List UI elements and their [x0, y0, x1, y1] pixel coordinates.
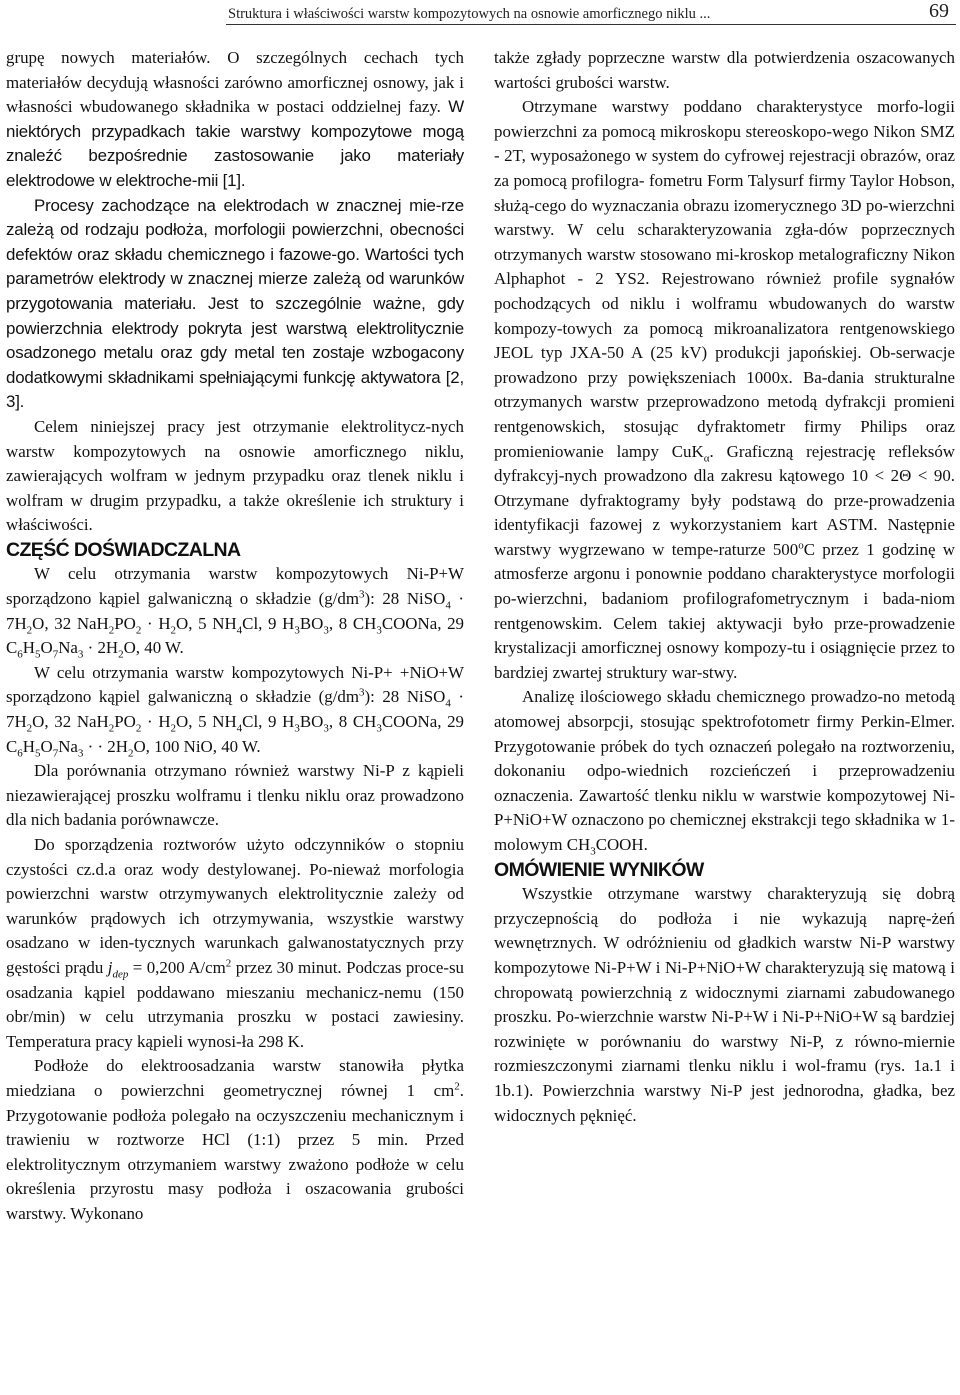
text-fragment: COOH.	[595, 835, 648, 854]
running-title: Struktura i właściwości warstw kompozytowych na osnowie amorficznego niklu ...	[228, 6, 711, 22]
running-header	[0, 0, 960, 30]
text-fragment: Wartości tych parametrów elektrody w znacznej mierze zależą od warunków przygotowania materiału.	[6, 244, 464, 313]
paragraph-cross-sections: także zgłady poprzeczne warstw dla potwierdzenia oszacowanych wartości grubości warstw.	[494, 48, 955, 92]
text-fragment: = 0,200 A/cm	[128, 957, 226, 977]
paragraph-processes	[6, 194, 464, 415]
text-fragment: o	[798, 539, 804, 552]
text-fragment: W celu otrzymania warstw kompozytowych Ni-P+ +NiO+W sporządzono kąpiel galwaniczną o składzie (g/dm	[6, 662, 464, 707]
left-column	[6, 46, 464, 1227]
paragraph-chemical-analysis: Analizę ilościowego składu chemicznego prowadzo-no metodą atomowej absorpcji, stosując spektrofotometr firmy Perkin-Elmer. Przygotowanie próbek do tych oznaczeń polegało na roztworzeniu, dokonaniu odpo-wiednich rozcieńczeń i przeprowadzeniu oznaczenia. Zawartość tlenku niklu w warstwie kompozytowej Ni-P+NiO+W oznaczono po chemicznej ekstrakcji tego składnika w 1-molowym $CH_3COOH$.	[494, 687, 955, 858]
text-fragment: Podłoże do elektroosadzania warstw stanowiła płytka miedziana o powierzchni geometrycznej równej 1 cm	[6, 1056, 464, 1100]
text-fragment: Jest to szczególnie ważne, gdy powierzchnia elektrody pokryta jest warstwą elektrolitycznie osadzonego metalu oraz gdy metal ten zostaje wzbogacony dodatkowymi składnikami spełniającymi funkcję aktywatora [2, 3].	[6, 293, 464, 412]
paragraph-comparison: Dla porównania otrzymano również warstwy Ni-P z kąpieli niezawierającej proszku wolframu i tlenku niklu oraz prowadzono dla nich badania porównawcze.	[6, 761, 464, 830]
paragraph-aim: Celem niniejszej pracy jest otrzymanie elektrolitycz-nych warstw kompozytowych na osnowie amorficznego niklu, zawierających wolfram w jednym przypadku oraz tlenek niklu i wolfram w drugim przypadku, a także określenie ich struktury i właściwości.	[6, 416, 464, 535]
page-number: 69	[929, 0, 949, 22]
text-fragment: Analizę ilościowego składu chemicznego prowadzo-no metodą atomowej absorpcji, stosując spektrofotometr firmy Perkin-Elmer. Przygotowanie próbek do tych oznaczeń polegało na roztworzeniu, dokonaniu odpo-wiednich rozcieńczeń i przeprowadzeniu oznaczenia. Zawartość tlenku niklu w warstwie kompozytowej Ni-P+NiO+W oznaczono po chemicznej ekstrakcji tego składnika w 1-molowym CH	[494, 687, 955, 854]
right-column	[494, 46, 955, 1128]
paragraph-intro	[6, 46, 464, 194]
text-fragment: W celu otrzymania warstw kompozytowych Ni-P+W sporządzono kąpiel galwaniczną o składzie (g/dm	[6, 564, 464, 609]
text-fragment: grupę nowych materiałów. O szczególnych cechach tych materiałów decydują własności zarówno amorficznej osnowy, jak i własności wbudowanego składnika w postaci oddzielnej fazy.	[6, 48, 464, 117]
text-fragment: Do sporządzenia roztworów użyto odczynników o stopniu czystości cz.d.a oraz wody destylowanej.	[6, 835, 464, 879]
text-fragment: . Graficzną rejestrację refleksów dyfrakcyj-nych prowadzono dla zakresu kątowego 10 < 2Θ < 90. Otrzymane dyfraktogramy były podstawą do prze-prowadzenia identyfikacji fazowej z wykorzystaniem kart ASTM. Następnie warstwy wygrzewano w tempe-raturze 500	[494, 441, 955, 559]
text-fragment: . Przygotowanie podłoża polegało na oczyszczeniu mechanicznym i trawieniu w roztworze HCl (1:1) przez 5 min. Przed elektrolitycznym otrzymaniem warstwy zważono podłoże w celu określenia przyrostu masy podłoża i oszacowania grubości warstwy. Wykonano	[6, 1080, 464, 1223]
text-fragment: α	[703, 451, 710, 464]
paragraph-results: Wszystkie otrzymane warstwy charakteryzują się dobrą przyczepnością do podłoża i nie wykazują naprę-żeń wewnętrznych. W odróżnieniu od gładkich warstw Ni-P warstwy kompozytowe Ni-P+W i Ni-P+NiO+W charakteryzują się matową i chropowatą powierzchnią z widocznymi ziarnami zabudowanego proszku. Po-wierzchnie warstw Ni-P+W i Ni-P+NiO+W są bardziej rozwinięte w porównaniu do warstwy Ni-P, z równo-miernie rozmieszczonymi ziarnami tlenku niklu i wol-framu (rys. 1a.1 i 1b.1). Powierzchnia warstwy Ni-P jest jednorodna, gładka, bez widocznych pęknięć.	[494, 884, 955, 1125]
text-fragment: C przez 1 godzinę w atmosferze argonu i ponownie poddano charakterystyce morfologii po-wierzchni, badaniom profilografometrycznym i bada-niom rentgenowskim. Celem takiej aktywacji było prze-prowadzenie krystalizacji amorficznej osnowy kompozy-tu i osiągnięcie przez to bardziej zwartej struktury war-stwy.	[494, 539, 956, 682]
text-fragment: W niektórych przypadkach takie warstwy kompozytowe mogą znaleźć bezpośrednie zastosowanie jako materiały elektrodowe w elektroche-mii [1].	[6, 97, 464, 190]
header-rule	[226, 24, 956, 25]
section-heading-results: OMÓWIENIE WYNIKÓW	[494, 858, 704, 881]
section-heading-experimental: CZĘŚĆ DOŚWIADCZALNA	[6, 538, 241, 561]
paragraph-bath-1: W celu otrzymania warstw kompozytowych Ni-P+W sporządzono kąpiel galwaniczną o składzie $(g/dm^3)$: 28 NiSO$_4$ · $7H_2O$, 32 $NaH_2PO_2 \cdot H_2O$, 5 $NH_4Cl$, 9 $H_3BO_3$, 8 $CH_3COONa$, 29 $C_6H_5O_7Na_3 \cdot 2H_2O$, 40 W.	[6, 564, 464, 661]
paragraph-morphology	[494, 95, 955, 685]
text-fragment: Po-nieważ morfologia powierzchni warstw otrzymywanych elektrolitycznie zależy od warunków prądowych ich otrzymywania, wszystkie warstwy osadzano w iden-tycznych warunkach galwanostatycznych przy gęstości prądu	[6, 859, 464, 977]
text-fragment: przez 30 minut. Podczas proce-su osadzania kąpiel poddawano mieszaniu mechanicz-nemu (150 obr/min) w celu utrzymania proszku w postaci zawiesiny. Temperatura pracy kąpieli wynosi-ła 298 K.	[6, 957, 465, 1051]
paragraph-reagents: Do sporządzenia roztworów użyto odczynników o stopniu czystości cz.d.a oraz wody destylowanej. Po-nieważ morfologia powierzchni warstw otrzymywanych elektrolitycznie zależy od warunków prądowych ich otrzymywania, wszystkie warstwy osadzano w iden-tycznych warunkach galwanostatycznych przy gęstości prądu $j_{dep} = 0,200$ $A/cm^2$ przez 30 minut. Podczas proce-su osadzania kąpiel poddawano mieszaniu mechanicz-nemu (150 obr/min) w celu utrzymania proszku w postaci zawiesiny. Temperatura pracy kąpieli wynosi-ła 298 K.	[6, 835, 465, 1051]
paragraph-bath-2: W celu otrzymania warstw kompozytowych Ni-P+ +NiO+W sporządzono kąpiel galwaniczną o składzie $(g/dm^3)$: 28 NiSO$_4$ · $7H_2O$, 32 $NaH_2PO_2 \cdot H_2O$, 5 $NH_4Cl$, 9 $H_3BO_3$, 8 $CH_3COONa$, 29 $C_6H_5O_7Na_3$ · · $2H_2O$, 100 NiO, 40 W.	[6, 662, 464, 759]
text-fragment: Procesy zachodzące na elektrodach w znacznej mie-rze zależą od rodzaju podłoża, morfologii powierzchni, obecności defektów oraz składu chemicznego i fazowe-go.	[6, 195, 464, 264]
text-fragment: Otrzymane warstwy poddano charakterystyce morfo-logii powierzchni za pomocą mikroskopu stereoskopo-wego Nikon SMZ - 2T, wyposażonego w system do cyfrowej rejestracji obrazów, oraz za pomocą profilogra- fometru Form Talysurf firmy Taylor Hobson, służą-cego do wyznaczania obrazu izomerycznego 3D po-wierzchni warstwy. W celu scharakteryzowania zgła-dów poprzecznych otrzymanych warstw stosowano mi-kroskop metalograficzny Nikon Alphaphot - 2 YS2. Rejestrowano również profile sygnałów pochodzących od niklu i wolframu wbudowanych do warstw kompozy-towych za pomocą mikroanalizatora rentgenowskiego JEOL typ JXA-50 A (25 kV) produkcji japońskiej. Ob-serwacje prowadzono przy powiększeniach 1000x. Ba-dania strukturalne otrzymanych warstw przeprowadzono metodą dyfrakcji promieni rentgenowskich, stosując dyfraktometr firmy Philips oraz promieniowanie lampy CuK	[494, 97, 955, 461]
paragraph-substrate: Podłoże do elektroosadzania warstw stanowiła płytka miedziana o powierzchni geometrycznej równej 1 $cm^2$. Przygotowanie podłoża polegało na oczyszczeniu mechanicznym i trawieniu w roztworze HCl (1:1) przez 5 min. Przed elektrolitycznym otrzymaniem warstwy zważono podłoże w celu określenia przyrostu masy podłoża i oszacowania grubości warstwy. Wykonano	[6, 1056, 464, 1223]
